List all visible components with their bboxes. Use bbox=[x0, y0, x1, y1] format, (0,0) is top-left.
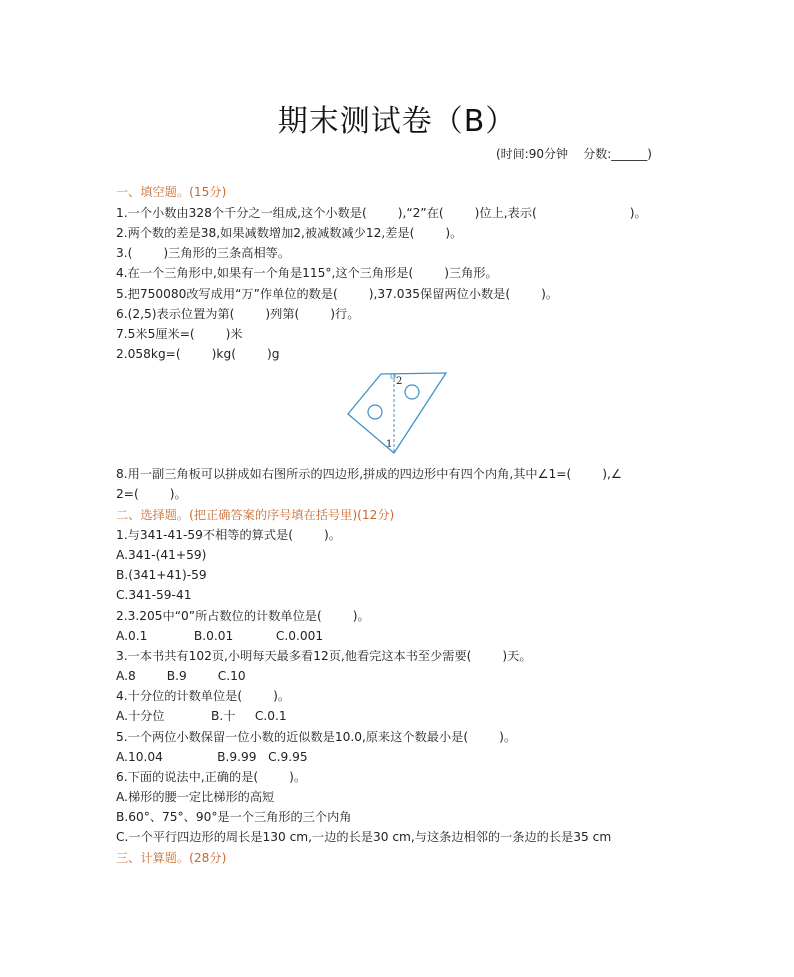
question-1-8-part-a: 8.用一副三角板可以拼成如右图所示的四边形,拼成的四边形中有四个内角,其中∠1=( ),∠ bbox=[116, 467, 622, 481]
question-1-3: 3.( )三角形的三条高相等。 bbox=[116, 246, 291, 260]
question-2-6-option-c: C.一个平行四边形的周长是130 cm,一边的长是30 cm,与这条边相邻的一条边的长是35 cm bbox=[116, 830, 612, 844]
question-1-6: 6.(2,5)表示位置为第( )列第( )行。 bbox=[116, 307, 360, 321]
question-2-6-option-a: A.梯形的腰一定比梯形的高短 bbox=[116, 790, 275, 804]
question-2-1-option-a: A.341-(41+59) bbox=[116, 548, 207, 562]
question-2-3-options: A.8 B.9 C.10 bbox=[116, 669, 246, 683]
question-1-8-part-b: 2=( )。 bbox=[116, 487, 187, 501]
question-2-1-option-c: C.341-59-41 bbox=[116, 588, 192, 602]
angle-2-label: 2 bbox=[396, 376, 403, 387]
question-2-5-options: A.10.04 B.9.99 C.9.95 bbox=[116, 750, 308, 764]
question-2-3: 3.一本书共有102页,小明每天最多看12页,他看完这本书至少需要( )天。 bbox=[116, 649, 532, 663]
question-2-4: 4.十分位的计数单位是( )。 bbox=[116, 689, 291, 703]
set-square-quadrilateral-figure bbox=[340, 367, 456, 459]
question-2-5: 5.一个两位小数保留一位小数的近似数是10.0,原来这个数最小是( )。 bbox=[116, 730, 517, 744]
question-1-7-part-b: 2.058kg=( )kg( )g bbox=[116, 347, 280, 361]
time-score-info: (时间:90分钟 分数:______) bbox=[496, 147, 652, 161]
question-2-2: 2.3.205中“0”所占数位的计数单位是( )。 bbox=[116, 609, 370, 623]
question-2-6-option-b: B.60°、75°、90°是一个三角形的三个内角 bbox=[116, 810, 352, 824]
question-1-7-part-a: 7.5米5厘米=( )米 bbox=[116, 327, 243, 341]
question-1-1: 1.一个小数由328个千分之一组成,这个小数是( ),“2”在( )位上,表示( )。 bbox=[116, 206, 647, 220]
right-hole-circle bbox=[405, 385, 419, 399]
question-1-2: 2.两个数的差是38,如果减数增加2,被减数减少12,差是( )。 bbox=[116, 226, 463, 240]
section-2-heading: 二、选择题。(把正确答案的序号填在括号里)(12分) bbox=[116, 508, 395, 522]
section-3-heading: 三、计算题。(28分) bbox=[116, 851, 227, 865]
question-2-2-options: A.0.1 B.0.01 C.0.001 bbox=[116, 629, 324, 643]
angle-1-label: 1 bbox=[386, 439, 393, 450]
left-hole-circle bbox=[368, 405, 382, 419]
question-2-6: 6.下面的说法中,正确的是( )。 bbox=[116, 770, 307, 784]
question-2-4-options: A.十分位 B.十 C.0.1 bbox=[116, 709, 287, 723]
question-1-4: 4.在一个三角形中,如果有一个角是115°,这个三角形是( )三角形。 bbox=[116, 266, 498, 280]
section-1-heading: 一、填空题。(15分) bbox=[116, 185, 227, 199]
question-2-1-option-b: B.(341+41)-59 bbox=[116, 568, 207, 582]
page-title: 期末测试卷（B） bbox=[277, 104, 517, 139]
question-1-5: 5.把750080改写成用“万”作单位的数是( ),37.035保留两位小数是( )。 bbox=[116, 287, 559, 301]
question-2-1: 1.与341-41-59不相等的算式是( )。 bbox=[116, 528, 341, 542]
